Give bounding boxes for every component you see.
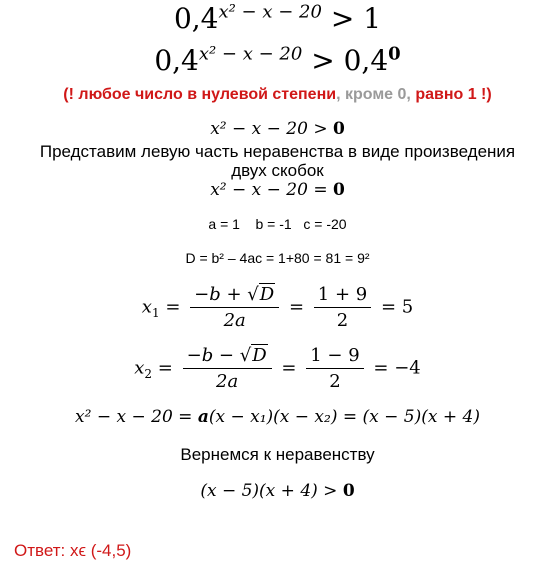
note-except: кроме 0	[344, 86, 407, 103]
equation-lhs: x² − x − 20 =	[210, 180, 328, 200]
quadratic-formula-fraction	[183, 345, 272, 392]
exponent: x² − x − 20	[198, 43, 303, 65]
rhs-exponent: 0	[388, 43, 401, 65]
root-result: = 5	[380, 296, 414, 318]
base-value: 0,4	[154, 44, 199, 77]
factorization	[0, 407, 555, 427]
exponential-inequality-rewritten	[0, 44, 555, 77]
quadratic-formula-fraction	[190, 284, 279, 331]
factor-rhs: (x − x₁)(x − x₂) = (x − 5)(x + 4)	[208, 407, 480, 427]
note-comma: ,	[336, 86, 341, 103]
numeric-numerator: 1 − 9	[306, 345, 363, 369]
formula-denominator: 2a	[216, 371, 239, 392]
numeric-denominator: 2	[336, 310, 349, 331]
answer	[14, 541, 131, 561]
numeric-fraction	[314, 284, 371, 331]
base-value: 0,4	[173, 2, 219, 35]
root-index: 2	[144, 367, 153, 382]
root-result: = −4	[373, 357, 421, 379]
inequality-rhs: 0	[332, 119, 345, 139]
exponent: x² − x − 20	[218, 1, 322, 23]
discriminant: D = b² – 4ac = 1+80 = 81 = 9²	[185, 250, 370, 266]
note-close: равно 1 !)	[415, 86, 492, 103]
factored-inequality	[0, 481, 555, 501]
formula-numerator: −b − √D	[183, 345, 272, 369]
equals-sign: =	[281, 357, 297, 379]
explanation-line-1: Представим левую часть неравенства в виде произведения	[39, 142, 516, 161]
coefficient-c: c = -20	[303, 216, 347, 232]
root-var: x	[141, 296, 152, 318]
equals-sign: =	[288, 296, 305, 318]
exponential-inequality	[0, 2, 555, 35]
explanation-line-2: двух скобок	[231, 161, 324, 180]
zero-power-note	[0, 86, 555, 104]
note-open: (! любое число в нулевой степени	[63, 86, 337, 103]
numeric-numerator: 1 + 9	[314, 284, 371, 308]
equals-sign: =	[157, 357, 173, 379]
numeric-denominator: 2	[329, 371, 341, 392]
quadratic-equation	[0, 180, 555, 200]
inequality-lhs: x² − x − 20 >	[210, 119, 328, 139]
sqrt-radicand: D	[252, 345, 267, 366]
answer-label: Ответ:	[14, 541, 66, 560]
relation: >	[311, 44, 335, 77]
inequality-rhs: 0	[342, 481, 355, 501]
coefficient-b: b = -1	[255, 216, 292, 232]
numeric-fraction	[306, 345, 363, 392]
inequality-lhs: (x − 5)(x + 4) >	[200, 481, 338, 501]
equals-sign: =	[165, 296, 181, 318]
note-comma: ,	[406, 86, 411, 103]
root-index: 1	[151, 306, 160, 321]
coefficients	[0, 216, 555, 232]
quadratic-inequality	[0, 119, 555, 139]
relation: > 1	[330, 2, 382, 35]
sqrt-radicand: D	[259, 284, 275, 305]
formula-denominator: 2a	[223, 310, 246, 331]
leading-coefficient: a	[197, 407, 209, 427]
formula-numerator: −b + √D	[190, 284, 279, 308]
answer-value: xϵ (-4,5)	[69, 541, 132, 560]
root-var: x	[134, 357, 145, 379]
root-x2	[0, 345, 555, 392]
equation-rhs: 0	[332, 180, 345, 200]
return-to-inequality: Вернемся к неравенству	[180, 445, 375, 464]
factor-lhs: x² − x − 20 =	[75, 407, 193, 427]
root-x1	[0, 284, 555, 331]
coefficient-a: a = 1	[208, 216, 240, 232]
rhs-base: 0,4	[343, 44, 389, 77]
